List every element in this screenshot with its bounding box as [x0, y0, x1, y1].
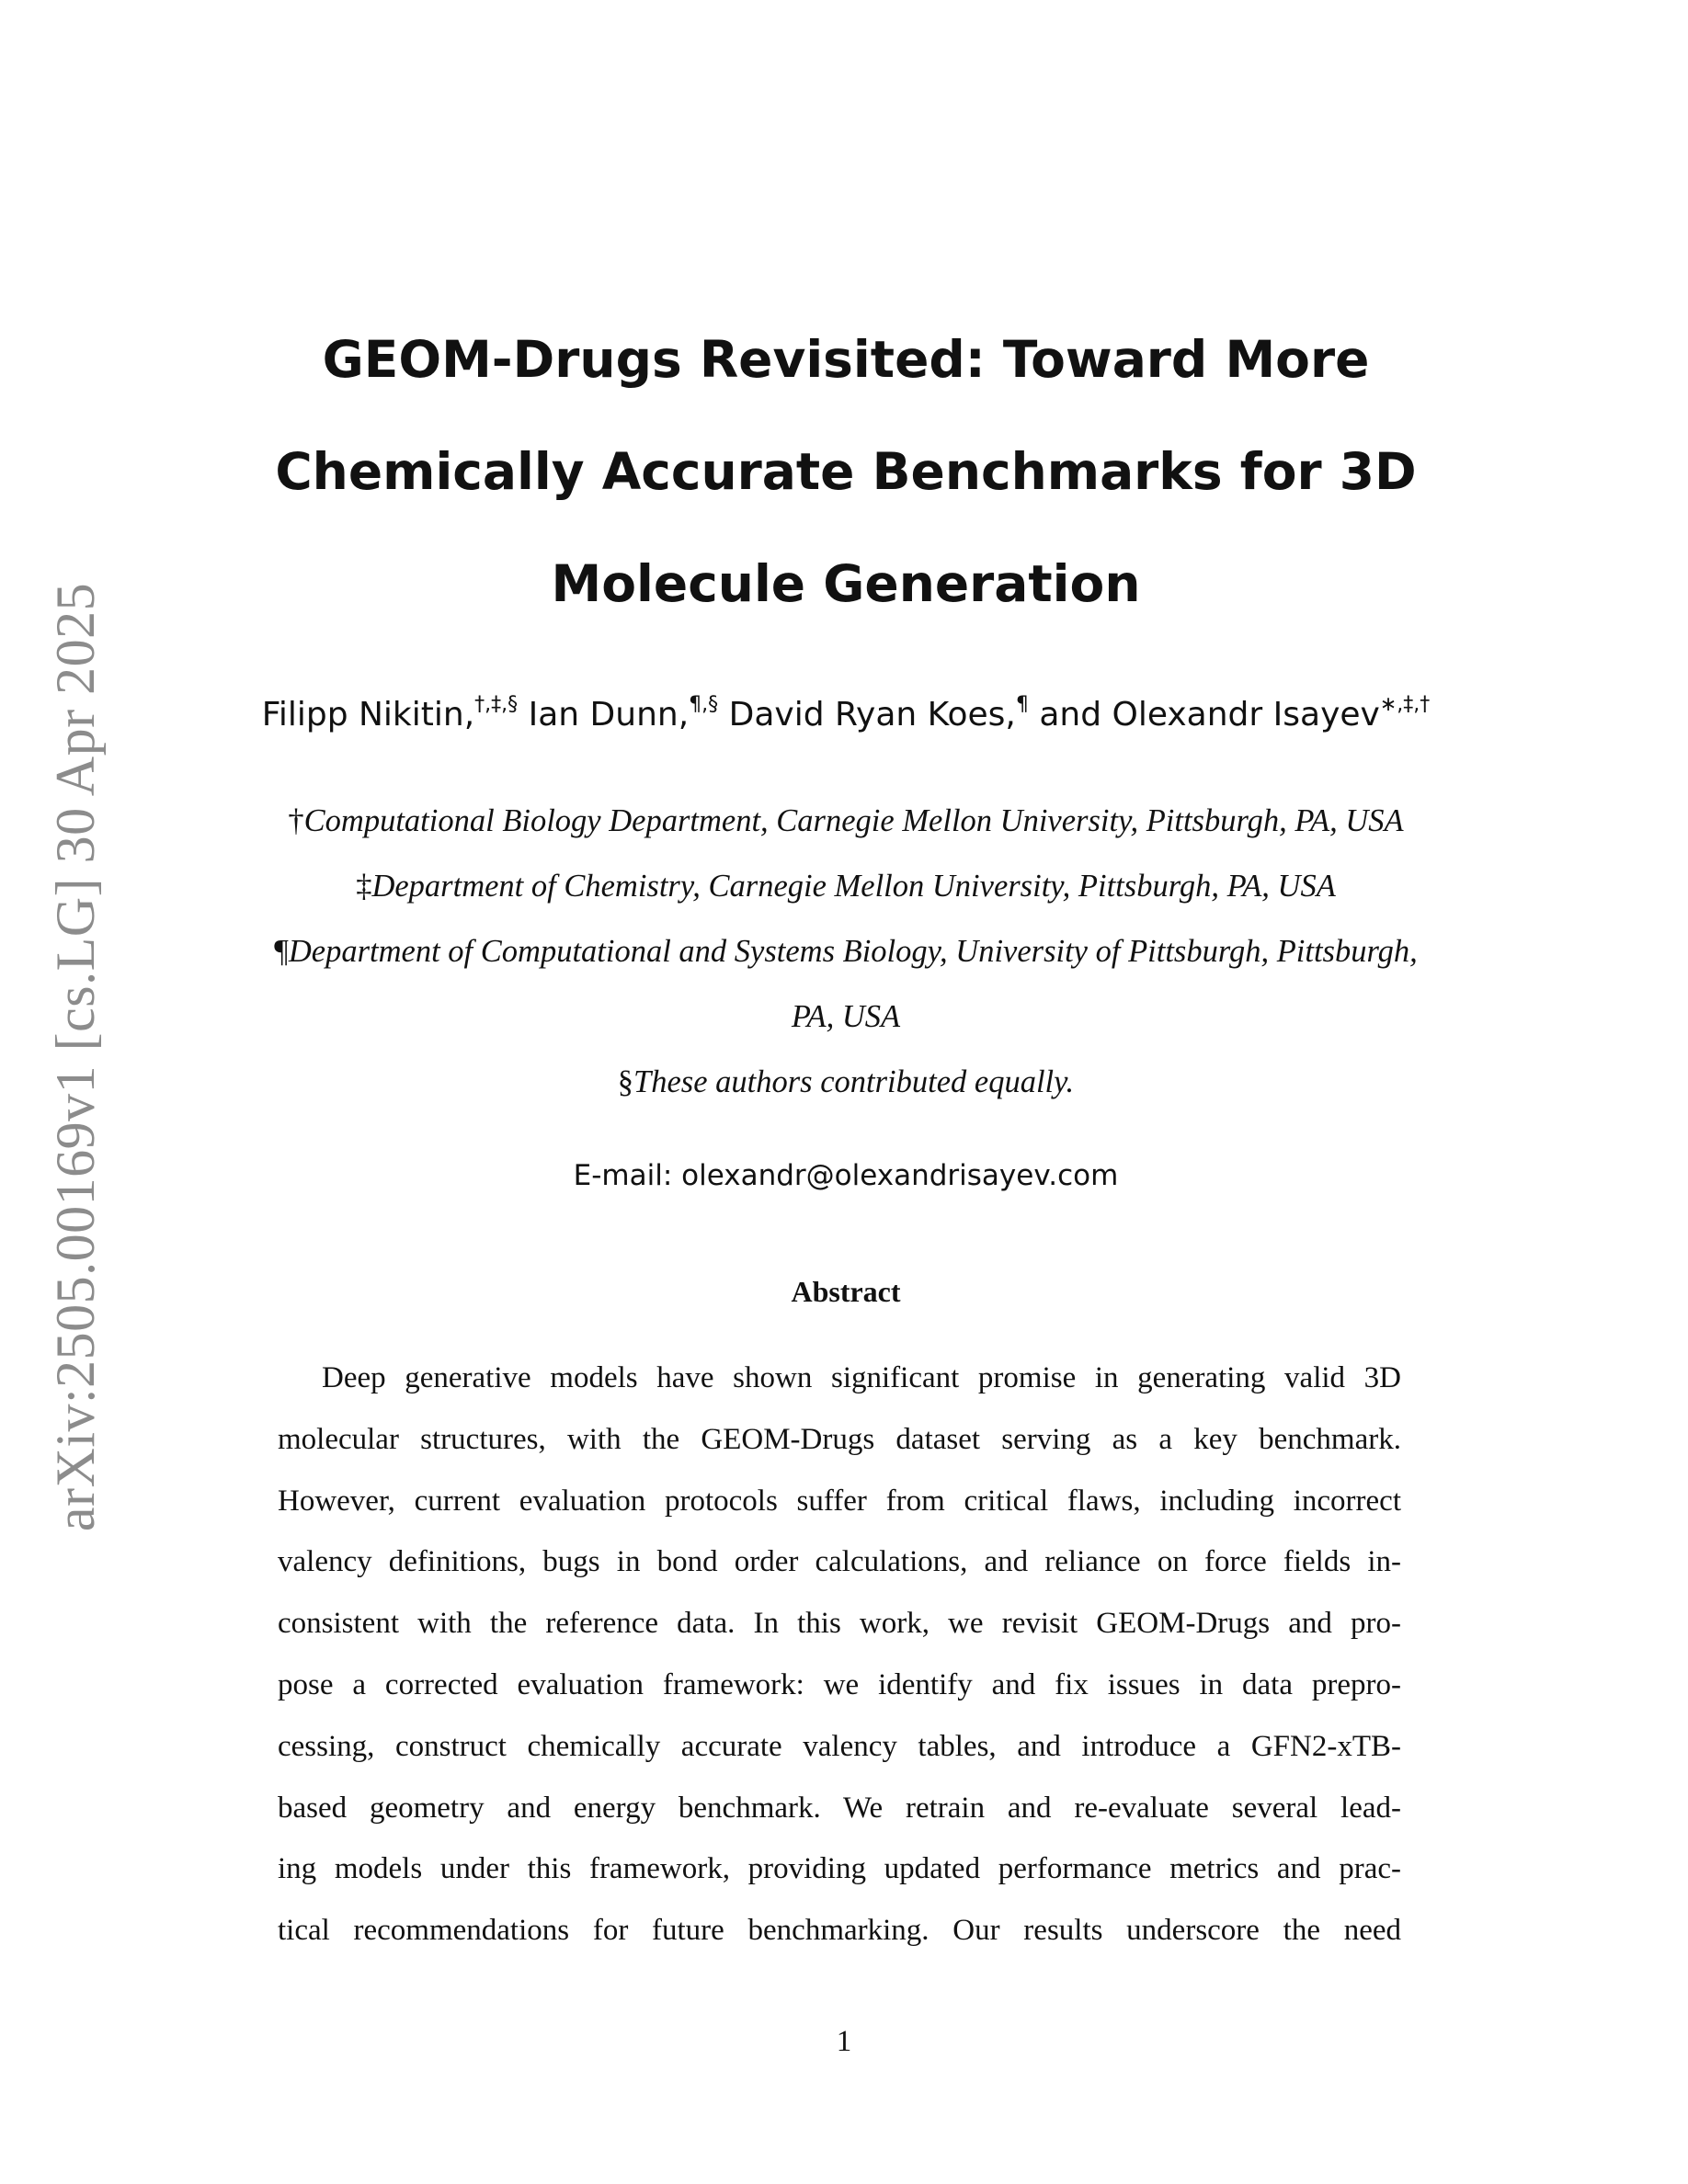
abstract-line: molecular structures, with the GEOM-Drugs dataset serving as a key benchmark.: [278, 1422, 1401, 1456]
affiliation-list: [138, 789, 1554, 1115]
affiliation-text: PA, USA: [791, 999, 901, 1034]
affiliation: [138, 1050, 1554, 1115]
abstract-line: consistent with the reference data. In this work, we revisit GEOM-Drugs and pro-: [278, 1607, 1401, 1641]
abstract-body: [278, 1348, 1401, 1962]
title-line: Chemically Accurate Benchmarks for 3D: [275, 442, 1417, 501]
author-affiliation-marks: ¶: [1015, 693, 1029, 716]
affiliation-text: Department of Computational and Systems Biology, University of Pittsburgh, Pittsburgh,: [288, 934, 1418, 969]
author-name: David Ryan Koes,: [728, 696, 1016, 734]
abstract-line: However, current evaluation protocols suffer from critical flaws, including incorrect: [278, 1484, 1401, 1518]
affiliation-mark: †: [288, 803, 304, 838]
title-line: Molecule Generation: [551, 554, 1141, 613]
author-affiliation-marks: †,‡,§: [474, 693, 519, 716]
author-name: Ian Dunn,: [528, 696, 690, 734]
affiliation-text: These authors contributed equally.: [633, 1064, 1075, 1099]
title-line: GEOM-Drugs Revisited: Toward More: [322, 330, 1370, 389]
abstract-line: tical recommendations for future benchmarking. Our results underscore the need: [278, 1914, 1401, 1948]
affiliation: [138, 919, 1554, 984]
abstract-line: valency definitions, bugs in bond order calculations, and reliance on force fields in-: [278, 1545, 1401, 1579]
author-affiliation-marks: ¶,§: [689, 693, 719, 716]
abstract-line: pose a corrected evaluation framework: we identify and fix issues in data prepro-: [278, 1667, 1401, 1701]
author-list: [147, 688, 1545, 743]
author-name: and Olexandr Isayev: [1039, 696, 1380, 734]
affiliation-text: Department of Chemistry, Carnegie Mellon University, Pittsburgh, PA, USA: [371, 869, 1336, 904]
page-number: 1: [836, 2025, 852, 2058]
affiliation: [138, 984, 1554, 1050]
abstract-heading: Abstract: [791, 1275, 901, 1308]
affiliation-mark: ¶: [274, 934, 289, 969]
abstract-line: based geometry and energy benchmark. We retrain and re-evaluate several lead-: [278, 1791, 1401, 1825]
affiliation-text: Computational Biology Department, Carnegie Mellon University, Pittsburgh, PA, USA: [303, 803, 1404, 838]
arxiv-identifier: arXiv:2505.00169v1 [cs.LG] 30 Apr 2025: [45, 582, 106, 1532]
abstract-line: cessing, construct chemically accurate valency tables, and introduce a GFN2-xTB-: [278, 1729, 1401, 1763]
abstract-line: Deep generative models have shown significant promise in generating valid 3D: [322, 1361, 1401, 1394]
affiliation: [138, 854, 1554, 919]
affiliation: [138, 789, 1554, 854]
affiliation-mark: §: [617, 1064, 634, 1099]
paper-title: [202, 303, 1489, 640]
abstract-line: ing models under this framework, providing updated performance metrics and prac-: [278, 1852, 1401, 1886]
author-affiliation-marks: ∗,‡,†: [1379, 693, 1431, 716]
affiliation-mark: ‡: [356, 869, 372, 904]
contact-email: E-mail: olexandr@olexandrisayev.com: [573, 1159, 1119, 1192]
author-name: Filipp Nikitin,: [261, 696, 475, 734]
